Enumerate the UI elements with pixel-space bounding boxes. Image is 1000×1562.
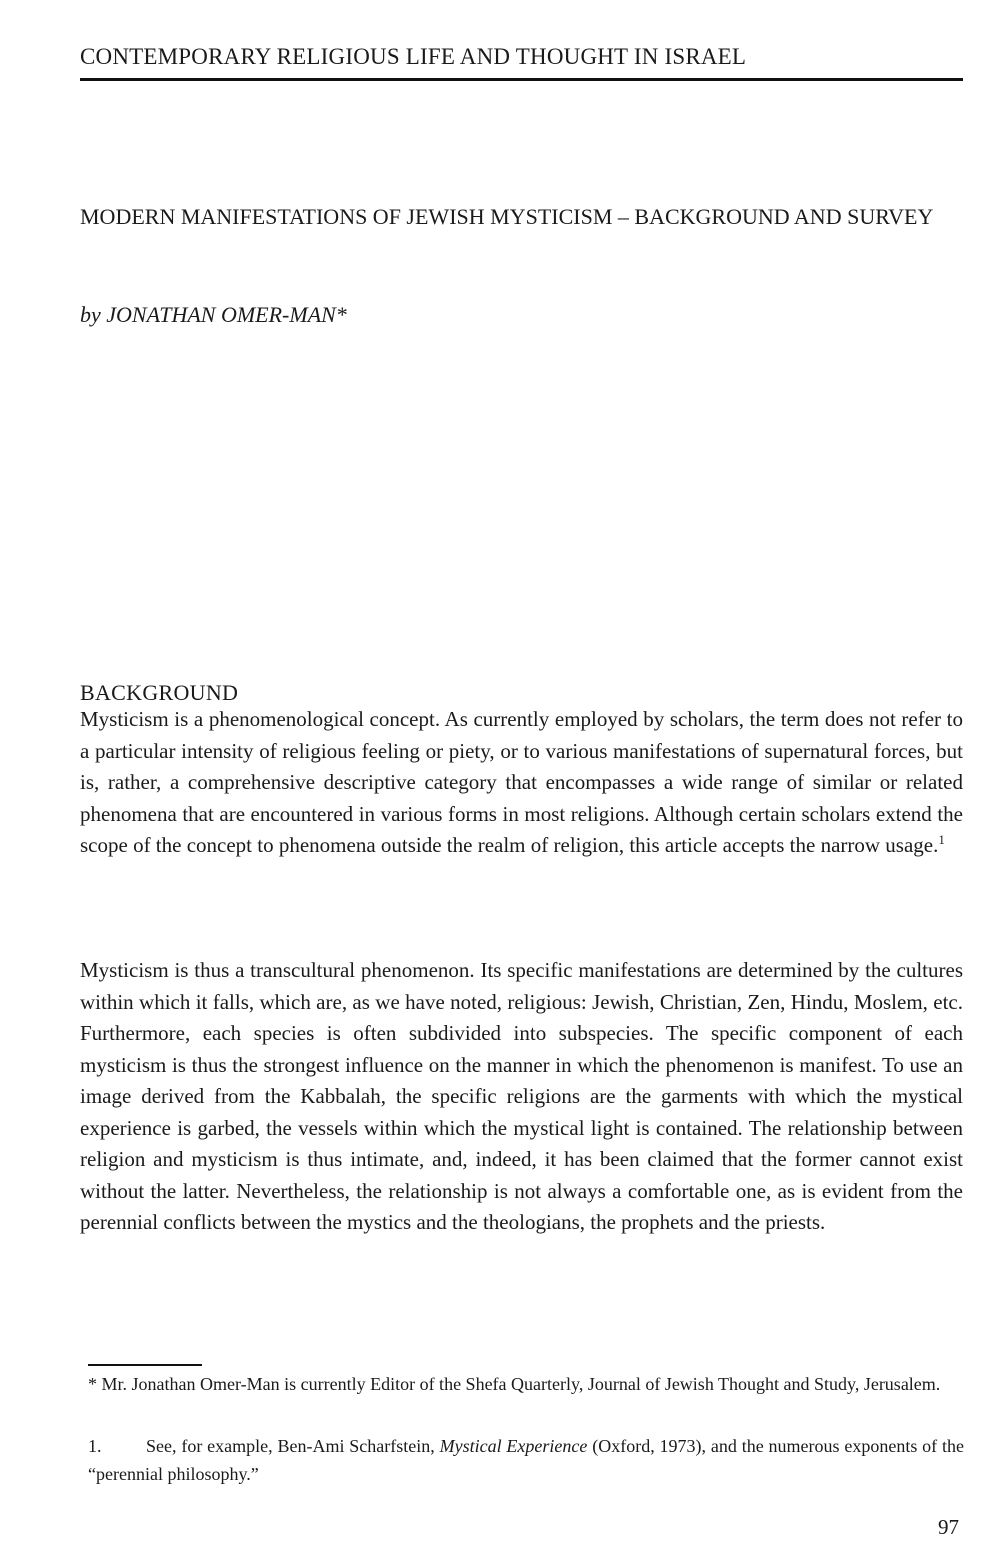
byline	[80, 302, 347, 328]
paragraph-1	[80, 704, 963, 862]
paragraph-2: Mysticism is thus a transcultural phenomenon. Its specific manifestations are determined by the cultures within which it falls, which are, as we have noted, religious: Jewish, Christian, Zen, Hindu, Moslem, etc. Furthermore, each species is often subdivided into subspecies. The specific component of each mysticism is thus the strongest influence on the manner in which the phenomenon is manifest. To use an image derived from the Kabbalah, the specific religions are the garments with which the mystical experience is garbed, the vessels within which the mystical light is contained. The relationship between religion and mysticism is thus intimate, and, indeed, it has been claimed that the former cannot exist without the latter. Nevertheless, the relationship is not always a comfortable one, as is evident from the perennial conflicts between the mystics and the theologians, the prophets and the priests.	[80, 958, 963, 1234]
footnote-reference-1: 1	[938, 832, 945, 847]
paragraph-1-text: Mysticism is a phenomenological concept. As currently employed by scholars, the term does not refer to a particular intensity of religious feeling or piety, or to various manifestations of supernatural forces, but is, rather, a comprehensive descriptive category that encompasses a wide range of similar or related phenomena that are encountered in various forms in most religions. Although certain scholars extend the scope of the concept to phenomena outside the realm of religion, this article accepts the narrow usage.	[80, 707, 963, 857]
running-head: CONTEMPORARY RELIGIOUS LIFE AND THOUGHT IN ISRAEL	[80, 44, 747, 69]
footnote-1-text-before: See, for example, Ben-Ami Scharfstein,	[146, 1436, 435, 1456]
page-number: 97	[938, 1515, 959, 1539]
footnote-author: * Mr. Jonathan Omer-Man is currently Editor of the Shefa Quarterly, Journal of Jewish Thought and Study, Jerusalem.	[88, 1374, 941, 1394]
running-head-rule	[80, 78, 963, 81]
footnote-rule	[88, 1364, 202, 1366]
article-title: MODERN MANIFESTATIONS OF JEWISH MYSTICISM – BACKGROUND AND SURVEY	[80, 204, 934, 229]
footnote-1	[88, 1432, 964, 1488]
footnote-1-marker: 1.	[88, 1436, 102, 1456]
footnote-1-book-title: Mystical Experience	[439, 1436, 588, 1456]
section-heading: BACKGROUND	[80, 680, 239, 705]
byline-prefix: by	[80, 302, 101, 327]
footnote-1-text-after: (Oxford, 1973), and the numerous exponents of the “perennial philosophy.”	[88, 1436, 964, 1484]
author-name: JONATHAN OMER-MAN*	[106, 302, 347, 327]
